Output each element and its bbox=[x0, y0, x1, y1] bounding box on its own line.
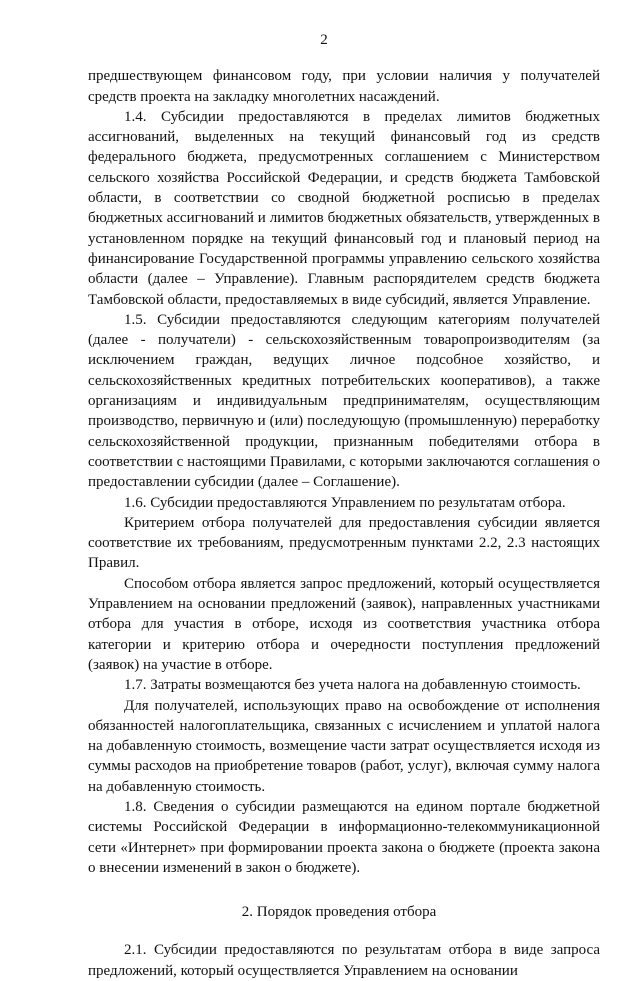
paragraph-2-1: 2.1. Субсидии предоставляются по результатам отбора в виде запроса предложений, который осуществляется Управлением на основании bbox=[88, 942, 600, 979]
page-number: 2 bbox=[320, 32, 328, 48]
paragraph-continuation: предшествующем финансовом году, при условии наличия у получателей средств проекта на закладку многолетних насаждений. bbox=[88, 68, 600, 105]
section-heading: 2. Порядок проведения отбора bbox=[241, 904, 437, 921]
paragraph-1-8: 1.8. Сведения о субсидии размещаются на едином портале бюджетной системы Российской Федерации в информационно-телекоммуникационной сети «Интернет» при формировании проекта закона о бюджете (проекта закона о внесении изменений в закон о бюджете). bbox=[88, 798, 600, 876]
paragraph-vat-exemption: Для получателей, использующих право на освобождение от исполнения обязанностей налогоплательщика, связанных с исчислением и уплатой налога на добавленную стоимость, возмещение части затрат осуществляется исходя из суммы расходов на приобретение товаров (работ, услуг), включая сумму налога на добавленную стоимость. bbox=[88, 697, 600, 795]
paragraph-selection-criterion: Критерием отбора получателей для предоставления субсидии является соответствие их требованиям, предусмотренным пунктами 2.2, 2.3 настоящих Правил. bbox=[88, 514, 600, 572]
paragraph-1-7: 1.7. Затраты возмещаются без учета налога на добавленную стоимость. bbox=[124, 677, 581, 694]
paragraph-1-5: 1.5. Субсидии предоставляются следующим категориям получателей (далее - получатели) - сельскохозяйственным товаропроизводителям (за исключением граждан, ведущих личное подсобное хозяйство, и сельскохозяйственных кредитных потребительских кооперативов), а также организациям и индивидуальным предпринимателям, осуществляющим производство, первичную и (или) последующую (промышленную) переработку сельскохозяйственной продукции, признанным победителями отбора в соответствии с настоящими Правилами, с которыми заключаются соглашения о предоставлении субсидии (далее – Соглашение). bbox=[88, 311, 600, 491]
paragraph-selection-method: Способом отбора является запрос предложений, который осуществляется Управлением на основании предложений (заявок), направленных участниками отбора для участия в отборе, исходя из соответствия участника отбора категории и критерию отбора и очередности поступления предложений (заявок) на участие в отборе. bbox=[88, 575, 600, 673]
paragraph-1-6: 1.6. Субсидии предоставляются Управлением по результатам отбора. bbox=[124, 494, 566, 511]
paragraph-1-4: 1.4. Субсидии предоставляются в пределах лимитов бюджетных ассигнований, выделенных на текущий финансовый год из средств федерального бюджета, предусмотренных соглашением с Министерством сельского хозяйства Российской Федерации, и средств бюджета Тамбовской области, в соответствии со сводной бюджетной росписью в пределах бюджетных ассигнований и лимитов бюджетных обязательств, утвержденных в установленном порядке на текущий финансовый год и плановый период на финансирование Государственной программы управлению сельского хозяйства области (далее – Управление). Главным распорядителем средств бюджета Тамбовской области, предоставляемых в виде субсидий, является Управление. bbox=[88, 108, 600, 308]
